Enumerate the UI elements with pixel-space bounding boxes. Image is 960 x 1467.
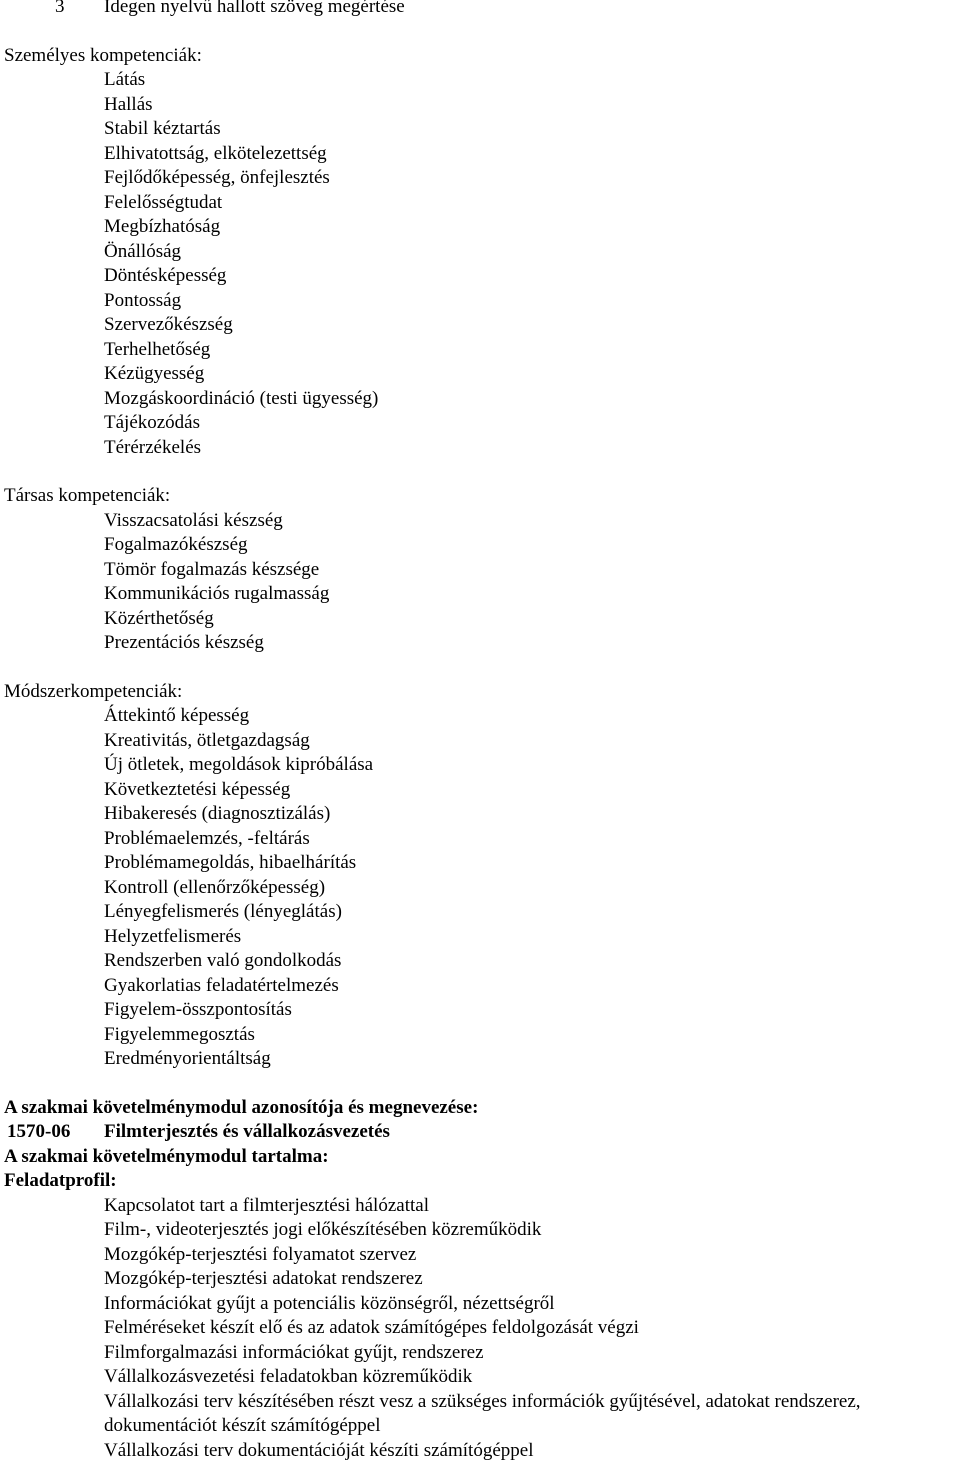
method-competency-item: Problémamegoldás, hibaelhárítás: [104, 852, 357, 873]
task-item: Vállalkozási terv dokumentációját készíti számítógéppel: [104, 1439, 534, 1461]
module-name: Filmterjesztés és vállalkozásvezetés: [104, 1121, 390, 1142]
social-competency-item: Közérthetőség: [104, 607, 214, 629]
personal-competency-item: Pontosság: [104, 289, 182, 311]
task-item: Film-, videoterjesztés jogi előkészítésében közreműködik: [104, 1219, 542, 1240]
module-code: 1570-06: [7, 1121, 71, 1142]
social-competency-item: Fogalmazókészség: [104, 534, 248, 555]
method-competency-item: Figyelemmegosztás: [104, 1023, 255, 1045]
task-item: Filmforgalmazási információkat gyűjt, rendszerez: [104, 1341, 484, 1363]
personal-competency-item: Fejlődőképesség, önfejlesztés: [104, 167, 330, 188]
module-id-heading: A szakmai követelménymodul azonosítója és megnevezése:: [4, 1096, 479, 1118]
method-competency-item: Gyakorlatias feladatértelmezés: [104, 974, 339, 996]
personal-competencies-list: [0, 68, 960, 460]
method-competencies-heading: Módszerkompetenciák:: [4, 680, 183, 702]
personal-competency-item: Tájékozódás: [104, 412, 201, 433]
method-competency-item: Áttekintő képesség: [104, 705, 250, 726]
method-competency-item: Hibakeresés (diagnosztizálás): [104, 803, 331, 824]
method-competencies-list: [0, 704, 960, 1072]
personal-competency-item: Stabil kéztartás: [104, 118, 221, 139]
personal-competency-item: Döntésképesség: [104, 265, 227, 286]
social-competencies-list: [0, 509, 960, 656]
task-profile-list: [0, 1194, 960, 1464]
personal-competency-item: Önállóság: [104, 240, 182, 262]
social-competency-item: Prezentációs készség: [104, 632, 264, 653]
personal-competency-item: Mozgáskoordináció (testi ügyesség): [104, 387, 379, 409]
method-competency-item: Új ötletek, megoldások kipróbálása: [104, 754, 374, 775]
personal-competency-item: Szervezőkészség: [104, 314, 233, 335]
task-item: Mozgókép-terjesztési folyamatot szervez: [104, 1243, 417, 1265]
personal-competencies-heading: Személyes kompetenciák:: [4, 44, 202, 66]
module-content-heading: A szakmai követelménymodul tartalma:: [4, 1145, 329, 1167]
personal-competency-item: Kézügyesség: [104, 363, 205, 384]
method-competency-item: Kontroll (ellenőrzőképesség): [104, 876, 326, 898]
personal-competency-item: Terhelhetőség: [104, 338, 211, 360]
personal-competency-item: Elhivatottság, elkötelezettség: [104, 142, 327, 164]
task-item: Mozgókép-terjesztési adatokat rendszerez: [104, 1268, 423, 1289]
personal-competency-item: Hallás: [104, 93, 153, 115]
personal-competency-item: Térérzékelés: [104, 436, 202, 458]
task-item: Felméréseket készít elő és az adatok számítógépes feldolgozását végzi: [104, 1317, 639, 1338]
method-competency-item: Lényegfelismerés (lényeglátás): [104, 901, 342, 922]
task-item: Kapcsolatot tart a filmterjesztési hálózattal: [104, 1194, 429, 1216]
social-competency-item: Tömör fogalmazás készsége: [104, 558, 320, 580]
social-competencies-heading: Társas kompetenciák:: [4, 485, 171, 506]
personal-competency-item: Felelősségtudat: [104, 191, 223, 213]
method-competency-item: Figyelem-összpontosítás: [104, 999, 292, 1020]
personal-competency-item: Megbízhatóság: [104, 216, 221, 237]
section-title: Idegen nyelvű hallott szöveg megértése: [104, 0, 405, 17]
method-competency-item: Helyzetfelismerés: [104, 925, 242, 947]
module-title-row: [0, 1120, 960, 1145]
personal-competency-item: Látás: [104, 69, 146, 90]
section-header: [0, 0, 960, 20]
method-competency-item: Eredményorientáltság: [104, 1048, 271, 1069]
section-number: 3: [55, 0, 65, 17]
social-competency-item: Visszacsatolási készség: [104, 509, 283, 531]
task-item: Vállalkozási terv készítésében részt vesz a szükséges információk gyűjtésével, adatokat rendszerez, dokumentációt készít számítógéppel: [104, 1390, 861, 1436]
method-competency-item: Következtetési képesség: [104, 778, 291, 800]
method-competency-item: Kreativitás, ötletgazdagság: [104, 729, 310, 751]
task-profile-heading: Feladatprofil:: [4, 1170, 117, 1191]
method-competency-item: Rendszerben való gondolkodás: [104, 950, 342, 971]
task-item: Vállalkozásvezetési feladatokban közreműködik: [104, 1366, 473, 1387]
task-item: Információkat gyűjt a potenciális közönségről, nézettségről: [104, 1292, 555, 1314]
method-competency-item: Problémaelemzés, -feltárás: [104, 827, 310, 849]
social-competency-item: Kommunikációs rugalmasság: [104, 583, 330, 604]
